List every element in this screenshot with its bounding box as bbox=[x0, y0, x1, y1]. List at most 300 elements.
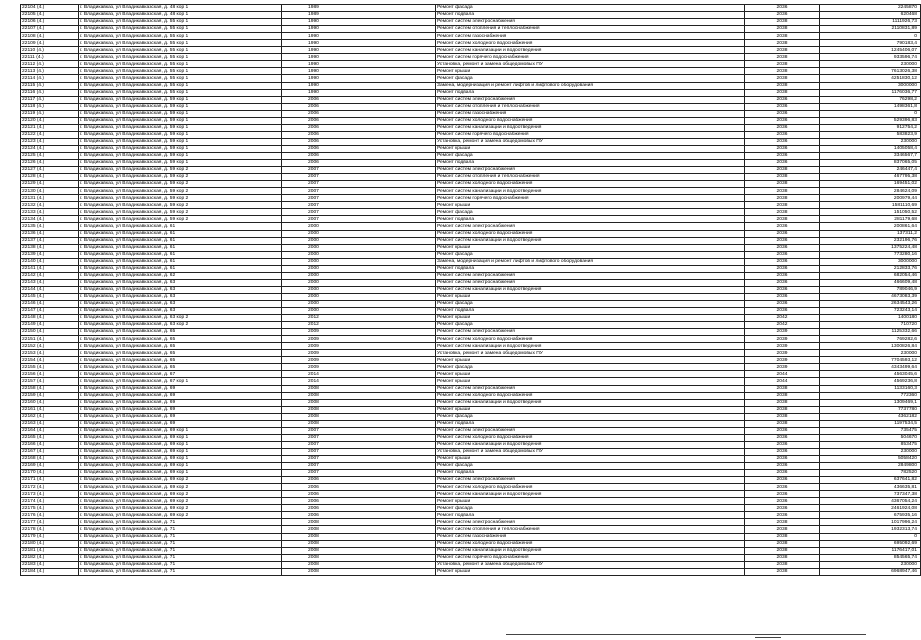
planned-year-cell: 2036 bbox=[745, 152, 820, 159]
table-row bbox=[21, 498, 921, 505]
address-cell: г. Владикавказ, ул Владикавказская, д. 55 кор 1 bbox=[79, 82, 282, 89]
address-cell: г. Владикавказ, ул Владикавказская, д. 59 кор 2 bbox=[79, 209, 282, 216]
cost-cell: 151050,52 bbox=[820, 209, 921, 216]
row-id-cell: 22171 (4.) bbox=[21, 477, 79, 484]
work-type-cell: Ремонт систем электроснабжения bbox=[436, 167, 745, 174]
row-id-cell: 22121 (4.) bbox=[21, 124, 79, 131]
cost-cell: 4362182 bbox=[820, 413, 921, 420]
row-id-cell: 22120 (4.) bbox=[21, 117, 79, 124]
address-cell: г. Владикавказ, ул Владикавказская, д. 55 кор 1 bbox=[79, 75, 282, 82]
planned-year-cell: 2038 bbox=[745, 385, 820, 392]
table-row bbox=[21, 441, 921, 448]
address-cell: г. Владикавказ, ул Владикавказская, д. 69 bbox=[79, 413, 282, 420]
row-id-cell: 22116 (4.) bbox=[21, 89, 79, 96]
row-id-cell: 22129 (4.) bbox=[21, 181, 79, 188]
table-row bbox=[21, 54, 921, 61]
table-row bbox=[21, 491, 921, 498]
build-year-cell: 2007 bbox=[282, 216, 436, 223]
planned-year-cell: 2038 bbox=[745, 26, 820, 33]
address-cell: г. Владикавказ, ул Владикавказская, д. 69 bbox=[79, 406, 282, 413]
planned-year-cell: 2038 bbox=[745, 554, 820, 561]
build-year-cell: 2007 bbox=[282, 167, 436, 174]
build-year-cell: 2007 bbox=[282, 470, 436, 477]
planned-year-cell: 2036 bbox=[745, 463, 820, 470]
planned-year-cell: 2036 bbox=[745, 5, 820, 12]
row-id-cell: 22182 (4.) bbox=[21, 554, 79, 561]
work-type-cell: Ремонт систем электроснабжения bbox=[436, 223, 745, 230]
address-cell: г. Владикавказ, ул Владикавказская, д. 71 bbox=[79, 526, 282, 533]
cost-cell: 4343499,64 bbox=[820, 364, 921, 371]
row-id-cell: 22156 (4.) bbox=[21, 371, 79, 378]
work-type-cell: Ремонт фасада bbox=[436, 364, 745, 371]
work-type-cell: Ремонт подвала bbox=[436, 265, 745, 272]
cost-cell: 782520 bbox=[820, 470, 921, 477]
cost-cell: 637641,82 bbox=[820, 477, 921, 484]
table-row bbox=[21, 82, 921, 89]
planned-year-cell: 2038 bbox=[745, 540, 820, 547]
address-cell: г. Владикавказ, ул Владикавказская, д. 48 кор 1 bbox=[79, 5, 282, 12]
address-cell: г. Владикавказ, ул Владикавказская, д. 61 bbox=[79, 265, 282, 272]
table-row bbox=[21, 300, 921, 307]
planned-year-cell: 2036 bbox=[745, 96, 820, 103]
table-row bbox=[21, 223, 921, 230]
build-year-cell: 2008 bbox=[282, 413, 436, 420]
address-cell: г. Владикавказ, ул Владикавказская, д. 65 bbox=[79, 343, 282, 350]
table-row bbox=[21, 533, 921, 540]
cost-cell: 1581110,69 bbox=[820, 202, 921, 209]
address-cell: г. Владикавказ, ул Владикавказская, д. 59 кор 1 bbox=[79, 117, 282, 124]
planned-year-cell: 2036 bbox=[745, 12, 820, 19]
build-year-cell: 2007 bbox=[282, 427, 436, 434]
cost-cell: 1176036,77 bbox=[820, 89, 921, 96]
cost-cell: 2245870 bbox=[820, 5, 921, 12]
work-type-cell: Ремонт фасада bbox=[436, 209, 745, 216]
planned-year-cell: 2039 bbox=[745, 350, 820, 357]
cost-cell: 7737780 bbox=[820, 406, 921, 413]
table-row bbox=[21, 526, 921, 533]
row-id-cell: 22145 (4.) bbox=[21, 293, 79, 300]
planned-year-cell: 2044 bbox=[745, 378, 820, 385]
work-type-cell: Установка, ремонт и замена общедомовых ПУ bbox=[436, 448, 745, 455]
row-id-cell: 22107 (4.) bbox=[21, 26, 79, 33]
table-row bbox=[21, 188, 921, 195]
table-row bbox=[21, 554, 921, 561]
table-row bbox=[21, 145, 921, 152]
build-year-cell: 2007 bbox=[282, 181, 436, 188]
row-id-cell: 22154 (4.) bbox=[21, 357, 79, 364]
planned-year-cell: 2038 bbox=[745, 61, 820, 68]
planned-year-cell: 2036 bbox=[745, 286, 820, 293]
address-cell: г. Владикавказ, ул Владикавказская, д. 55 кор 1 bbox=[79, 89, 282, 96]
address-cell: г. Владикавказ, ул Владикавказская, д. 48 кор 1 bbox=[79, 12, 282, 19]
cost-cell: 504670 bbox=[820, 434, 921, 441]
table-row bbox=[21, 470, 921, 477]
table-row bbox=[21, 47, 921, 54]
row-id-cell: 22123 (4.) bbox=[21, 138, 79, 145]
row-id-cell: 22117 (4.) bbox=[21, 96, 79, 103]
table-row bbox=[21, 336, 921, 343]
address-cell: г. Владикавказ, ул Владикавказская, д. 61 bbox=[79, 223, 282, 230]
work-type-cell: Ремонт подвала bbox=[436, 470, 745, 477]
row-id-cell: 22109 (4.) bbox=[21, 40, 79, 47]
cost-cell: 1300826,84 bbox=[820, 343, 921, 350]
row-id-cell: 22143 (4.) bbox=[21, 279, 79, 286]
cost-cell: 1017996,24 bbox=[820, 519, 921, 526]
planned-year-cell: 2038 bbox=[745, 167, 820, 174]
work-type-cell: Ремонт систем холодного водоснабжения bbox=[436, 484, 745, 491]
planned-year-cell: 2036 bbox=[745, 117, 820, 124]
row-id-cell: 22155 (4.) bbox=[21, 364, 79, 371]
row-id-cell: 22159 (4.) bbox=[21, 392, 79, 399]
cost-cell: 3346567,7 bbox=[820, 152, 921, 159]
planned-year-cell: 2038 bbox=[745, 547, 820, 554]
build-year-cell: 2007 bbox=[282, 434, 436, 441]
address-cell: г. Владикавказ, ул Владикавказская, д. 63 bbox=[79, 308, 282, 315]
cost-cell: 230000 bbox=[820, 61, 921, 68]
table-row bbox=[21, 202, 921, 209]
table-row bbox=[21, 371, 921, 378]
row-id-cell: 22136 (4.) bbox=[21, 230, 79, 237]
planned-year-cell: 2036 bbox=[745, 272, 820, 279]
address-cell: г. Владикавказ, ул Владикавказская, д. 55 кор 1 bbox=[79, 19, 282, 26]
build-year-cell: 2009 bbox=[282, 364, 436, 371]
row-id-cell: 22142 (4.) bbox=[21, 272, 79, 279]
planned-year-cell: 2036 bbox=[745, 160, 820, 167]
address-cell: г. Владикавказ, ул Владикавказская, д. 55 кор 1 bbox=[79, 68, 282, 75]
planned-year-cell: 2036 bbox=[745, 258, 820, 265]
build-year-cell: 2008 bbox=[282, 540, 436, 547]
build-year-cell: 1990 bbox=[282, 75, 436, 82]
cost-cell: 3000000 bbox=[820, 82, 921, 89]
work-type-cell: Ремонт систем электроснабжения bbox=[436, 519, 745, 526]
work-type-cell: Замена, модернизация и ремонт лифтов и лифтового оборудования bbox=[436, 258, 745, 265]
row-id-cell: 22163 (4.) bbox=[21, 420, 79, 427]
work-type-cell: Ремонт систем электроснабжения bbox=[436, 477, 745, 484]
planned-year-cell: 2038 bbox=[745, 82, 820, 89]
table-row bbox=[21, 124, 921, 131]
table-row bbox=[21, 237, 921, 244]
work-type-cell: Ремонт систем отопления и теплоснабжения bbox=[436, 103, 745, 110]
work-type-cell: Ремонт систем электроснабжения bbox=[436, 19, 745, 26]
address-cell: г. Владикавказ, ул Владикавказская, д. 61 bbox=[79, 237, 282, 244]
planned-year-cell: 2038 bbox=[745, 526, 820, 533]
table-row bbox=[21, 448, 921, 455]
row-id-cell: 22166 (4.) bbox=[21, 441, 79, 448]
build-year-cell: 2006 bbox=[282, 484, 436, 491]
table-row bbox=[21, 456, 921, 463]
work-type-cell: Ремонт систем отопления и теплоснабжения bbox=[436, 26, 745, 33]
address-cell: г. Владикавказ, ул Владикавказская, д. 65 bbox=[79, 329, 282, 336]
work-type-cell: Ремонт фасада bbox=[436, 300, 745, 307]
work-type-cell: Ремонт фасада bbox=[436, 413, 745, 420]
planned-year-cell: 2038 bbox=[745, 54, 820, 61]
build-year-cell: 2006 bbox=[282, 110, 436, 117]
cost-cell: 230000 bbox=[820, 448, 921, 455]
table-row bbox=[21, 174, 921, 181]
build-year-cell: 2007 bbox=[282, 174, 436, 181]
table-row bbox=[21, 33, 921, 40]
work-type-cell: Ремонт систем отопления и теплоснабжения bbox=[436, 526, 745, 533]
cost-cell: 790183,4 bbox=[820, 40, 921, 47]
footer-mark bbox=[755, 637, 781, 638]
planned-year-cell: 2036 bbox=[745, 145, 820, 152]
cost-cell: 912754,2 bbox=[820, 124, 921, 131]
cost-cell: 1245406,07 bbox=[820, 47, 921, 54]
row-id-cell: 22146 (4.) bbox=[21, 300, 79, 307]
work-type-cell: Ремонт систем канализации и водоотведения bbox=[436, 188, 745, 195]
table-row bbox=[21, 343, 921, 350]
cost-cell: 620468 bbox=[820, 12, 921, 19]
cost-cell: 212833,76 bbox=[820, 265, 921, 272]
planned-year-cell: 2036 bbox=[745, 434, 820, 441]
planned-year-cell: 2038 bbox=[745, 75, 820, 82]
cost-cell: 737347,38 bbox=[820, 491, 921, 498]
planned-year-cell: 2038 bbox=[745, 568, 820, 575]
build-year-cell: 2006 bbox=[282, 131, 436, 138]
cost-cell: 200861,64 bbox=[820, 223, 921, 230]
planned-year-cell: 2036 bbox=[745, 300, 820, 307]
build-year-cell: 1990 bbox=[282, 82, 436, 89]
planned-year-cell: 2038 bbox=[745, 195, 820, 202]
address-cell: г. Владикавказ, ул Владикавказская, д. 63 bbox=[79, 279, 282, 286]
address-cell: г. Владикавказ, ул Владикавказская, д. 71 bbox=[79, 568, 282, 575]
address-cell: г. Владикавказ, ул Владикавказская, д. 71 bbox=[79, 561, 282, 568]
table-row bbox=[21, 279, 921, 286]
row-id-cell: 22175 (4.) bbox=[21, 505, 79, 512]
planned-year-cell: 2036 bbox=[745, 244, 820, 251]
address-cell: г. Владикавказ, ул Владикавказская, д. 69 кор 2 bbox=[79, 484, 282, 491]
cost-cell: 0 bbox=[820, 533, 921, 540]
planned-year-cell: 2036 bbox=[745, 308, 820, 315]
row-id-cell: 22174 (4.) bbox=[21, 498, 79, 505]
address-cell: г. Владикавказ, ул Владикавказская, д. 71 bbox=[79, 533, 282, 540]
planned-year-cell: 2036 bbox=[745, 448, 820, 455]
row-id-cell: 22133 (4.) bbox=[21, 209, 79, 216]
planned-year-cell: 2038 bbox=[745, 68, 820, 75]
address-cell: г. Владикавказ, ул Владикавказская, д. 55 кор 1 bbox=[79, 61, 282, 68]
row-id-cell: 22165 (4.) bbox=[21, 434, 79, 441]
build-year-cell: 2008 bbox=[282, 519, 436, 526]
address-cell: г. Владикавказ, ул Владикавказская, д. 69 кор 1 bbox=[79, 456, 282, 463]
row-id-cell: 22139 (4.) bbox=[21, 251, 79, 258]
planned-year-cell: 2036 bbox=[745, 279, 820, 286]
table-row bbox=[21, 26, 921, 33]
address-cell: г. Владикавказ, ул Владикавказская, д. 71 bbox=[79, 540, 282, 547]
row-id-cell: 22151 (4.) bbox=[21, 336, 79, 343]
cost-cell: 682054,46 bbox=[820, 272, 921, 279]
row-id-cell: 22160 (4.) bbox=[21, 399, 79, 406]
work-type-cell: Ремонт систем канализации и водоотведения bbox=[436, 441, 745, 448]
address-cell: г. Владикавказ, ул Владикавказская, д. 59 кор 1 bbox=[79, 138, 282, 145]
row-id-cell: 22184 (4.) bbox=[21, 568, 79, 575]
work-type-cell: Ремонт подвала bbox=[436, 420, 745, 427]
address-cell: г. Владикавказ, ул Владикавказская, д. 55 кор 1 bbox=[79, 54, 282, 61]
build-year-cell: 2006 bbox=[282, 138, 436, 145]
row-id-cell: 22122 (4.) bbox=[21, 131, 79, 138]
row-id-cell: 22124 (4.) bbox=[21, 145, 79, 152]
cost-cell: 284624,09 bbox=[820, 188, 921, 195]
planned-year-cell: 2039 bbox=[745, 343, 820, 350]
planned-year-cell: 2038 bbox=[745, 561, 820, 568]
table-row bbox=[21, 547, 921, 554]
address-cell: г. Владикавказ, ул Владикавказская, д. 67 кор 1 bbox=[79, 378, 282, 385]
build-year-cell: 1989 bbox=[282, 12, 436, 19]
work-type-cell: Ремонт подвала bbox=[436, 512, 745, 519]
work-type-cell: Ремонт подвала bbox=[436, 89, 745, 96]
work-type-cell: Ремонт фасада bbox=[436, 505, 745, 512]
address-cell: г. Владикавказ, ул Владикавказская, д. 59 кор 2 bbox=[79, 188, 282, 195]
work-type-cell: Ремонт подвала bbox=[436, 216, 745, 223]
table-row bbox=[21, 209, 921, 216]
table-row bbox=[21, 329, 921, 336]
address-cell: г. Владикавказ, ул Владикавказская, д. 59 кор 2 bbox=[79, 216, 282, 223]
table-row bbox=[21, 568, 921, 575]
work-type-cell: Ремонт фасада bbox=[436, 463, 745, 470]
address-cell: г. Владикавказ, ул Владикавказская, д. 69 кор 1 bbox=[79, 470, 282, 477]
work-type-cell: Установка, ремонт и замена общедомовых ПУ bbox=[436, 350, 745, 357]
address-cell: г. Владикавказ, ул Владикавказская, д. 71 bbox=[79, 547, 282, 554]
work-type-cell: Ремонт крыши bbox=[436, 68, 745, 75]
table-row bbox=[21, 258, 921, 265]
address-cell: г. Владикавказ, ул Владикавказская, д. 69 кор 2 bbox=[79, 498, 282, 505]
build-year-cell: 2007 bbox=[282, 456, 436, 463]
build-year-cell: 2007 bbox=[282, 448, 436, 455]
work-type-cell: Ремонт крыши bbox=[436, 244, 745, 251]
work-type-cell: Ремонт систем канализации и водоотведения bbox=[436, 47, 745, 54]
work-type-cell: Ремонт систем канализации и водоотведения bbox=[436, 124, 745, 131]
cost-cell: 2849800 bbox=[820, 463, 921, 470]
cost-cell: 773280,16 bbox=[820, 251, 921, 258]
address-cell: г. Владикавказ, ул Владикавказская, д. 69 кор 2 bbox=[79, 505, 282, 512]
row-id-cell: 22169 (4.) bbox=[21, 463, 79, 470]
cost-cell: 0 bbox=[820, 110, 921, 117]
build-year-cell: 2007 bbox=[282, 463, 436, 470]
work-type-cell: Ремонт фасада bbox=[436, 152, 745, 159]
work-type-cell: Ремонт крыши bbox=[436, 378, 745, 385]
planned-year-cell: 2036 bbox=[745, 237, 820, 244]
work-type-cell: Ремонт фасада bbox=[436, 75, 745, 82]
work-type-cell: Ремонт крыши bbox=[436, 456, 745, 463]
row-id-cell: 22110 (4.) bbox=[21, 47, 79, 54]
table-row bbox=[21, 477, 921, 484]
table-row bbox=[21, 427, 921, 434]
planned-year-cell: 2038 bbox=[745, 406, 820, 413]
address-cell: г. Владикавказ, ул Владикавказская, д. 59 кор 1 bbox=[79, 124, 282, 131]
table-row bbox=[21, 110, 921, 117]
table-row bbox=[21, 308, 921, 315]
cost-cell: 230000 bbox=[820, 350, 921, 357]
cost-cell: 466609,48 bbox=[820, 279, 921, 286]
cost-cell: 723243,14 bbox=[820, 308, 921, 315]
row-id-cell: 22106 (4.) bbox=[21, 19, 79, 26]
work-type-cell: Ремонт систем холодного водоснабжения bbox=[436, 181, 745, 188]
work-type-cell: Ремонт фасада bbox=[436, 322, 745, 329]
row-id-cell: 22173 (4.) bbox=[21, 491, 79, 498]
planned-year-cell: 2036 bbox=[745, 505, 820, 512]
work-type-cell: Ремонт систем холодного водоснабжения bbox=[436, 540, 745, 547]
work-type-cell: Ремонт крыши bbox=[436, 293, 745, 300]
address-cell: г. Владикавказ, ул Владикавказская, д. 69 кор 1 bbox=[79, 427, 282, 434]
row-id-cell: 22148 (4.) bbox=[21, 315, 79, 322]
row-id-cell: 22132 (4.) bbox=[21, 202, 79, 209]
table-row bbox=[21, 413, 921, 420]
work-type-cell: Ремонт подвала bbox=[436, 308, 745, 315]
build-year-cell: 2000 bbox=[282, 237, 436, 244]
cost-cell: 1176417,01 bbox=[820, 547, 921, 554]
cost-cell: 1309469,1 bbox=[820, 399, 921, 406]
planned-year-cell: 2036 bbox=[745, 124, 820, 131]
work-type-cell: Ремонт крыши bbox=[436, 406, 745, 413]
table-row bbox=[21, 103, 921, 110]
row-id-cell: 22135 (4.) bbox=[21, 223, 79, 230]
build-year-cell: 2009 bbox=[282, 343, 436, 350]
row-id-cell: 22113 (4.) bbox=[21, 68, 79, 75]
work-type-cell: Ремонт систем канализации и водоотведения bbox=[436, 491, 745, 498]
work-type-cell: Ремонт систем горячего водоснабжения bbox=[436, 554, 745, 561]
table-row bbox=[21, 519, 921, 526]
table-row bbox=[21, 5, 921, 12]
planned-year-cell: 2038 bbox=[745, 202, 820, 209]
cost-cell: 1400180 bbox=[820, 315, 921, 322]
cost-cell: 4673083,39 bbox=[820, 293, 921, 300]
row-id-cell: 22128 (4.) bbox=[21, 174, 79, 181]
row-id-cell: 22167 (4.) bbox=[21, 448, 79, 455]
cost-cell: 853475 bbox=[820, 441, 921, 448]
row-id-cell: 22119 (4.) bbox=[21, 110, 79, 117]
build-year-cell: 2006 bbox=[282, 124, 436, 131]
table-row bbox=[21, 350, 921, 357]
planned-year-cell: 2036 bbox=[745, 477, 820, 484]
cost-cell: 232196,76 bbox=[820, 237, 921, 244]
row-id-cell: 22179 (4.) bbox=[21, 533, 79, 540]
build-year-cell: 2006 bbox=[282, 512, 436, 519]
planned-year-cell: 2038 bbox=[745, 174, 820, 181]
work-type-cell: Ремонт систем электроснабжения bbox=[436, 329, 745, 336]
address-cell: г. Владикавказ, ул Владикавказская, д. 69 кор 1 bbox=[79, 463, 282, 470]
build-year-cell: 1990 bbox=[282, 19, 436, 26]
build-year-cell: 2008 bbox=[282, 420, 436, 427]
planned-year-cell: 2036 bbox=[745, 512, 820, 519]
address-cell: г. Владикавказ, ул Владикавказская, д. 69 кор 2 bbox=[79, 512, 282, 519]
work-type-cell: Ремонт систем горячего водоснабжения bbox=[436, 131, 745, 138]
table-row bbox=[21, 293, 921, 300]
table-row bbox=[21, 96, 921, 103]
cost-cell: 769282,6 bbox=[820, 336, 921, 343]
work-type-cell: Ремонт фасада bbox=[436, 5, 745, 12]
address-cell: г. Владикавказ, ул Владикавказская, д. 59 кор 1 bbox=[79, 96, 282, 103]
work-type-cell: Ремонт систем электроснабжения bbox=[436, 385, 745, 392]
build-year-cell: 2014 bbox=[282, 371, 436, 378]
address-cell: г. Владикавказ, ул Владикавказская, д. 69 bbox=[79, 420, 282, 427]
table-row bbox=[21, 406, 921, 413]
planned-year-cell: 2036 bbox=[745, 456, 820, 463]
work-type-cell: Ремонт систем электроснабжения bbox=[436, 272, 745, 279]
address-cell: г. Владикавказ, ул Владикавказская, д. 65 bbox=[79, 350, 282, 357]
row-id-cell: 22140 (4.) bbox=[21, 258, 79, 265]
row-id-cell: 22112 (4.) bbox=[21, 61, 79, 68]
cost-cell: 230000 bbox=[820, 138, 921, 145]
cost-cell: 436635,81 bbox=[820, 484, 921, 491]
work-type-cell: Ремонт систем горячего водоснабжения bbox=[436, 54, 745, 61]
build-year-cell: 2009 bbox=[282, 350, 436, 357]
cost-cell: 1375224,48 bbox=[820, 244, 921, 251]
table-row bbox=[21, 265, 921, 272]
work-type-cell: Установка, ремонт и замена общедомовых ПУ bbox=[436, 138, 745, 145]
address-cell: г. Владикавказ, ул Владикавказская, д. 59 кор 2 bbox=[79, 202, 282, 209]
table-row bbox=[21, 181, 921, 188]
planned-year-cell: 2038 bbox=[745, 533, 820, 540]
planned-year-cell: 2036 bbox=[745, 498, 820, 505]
